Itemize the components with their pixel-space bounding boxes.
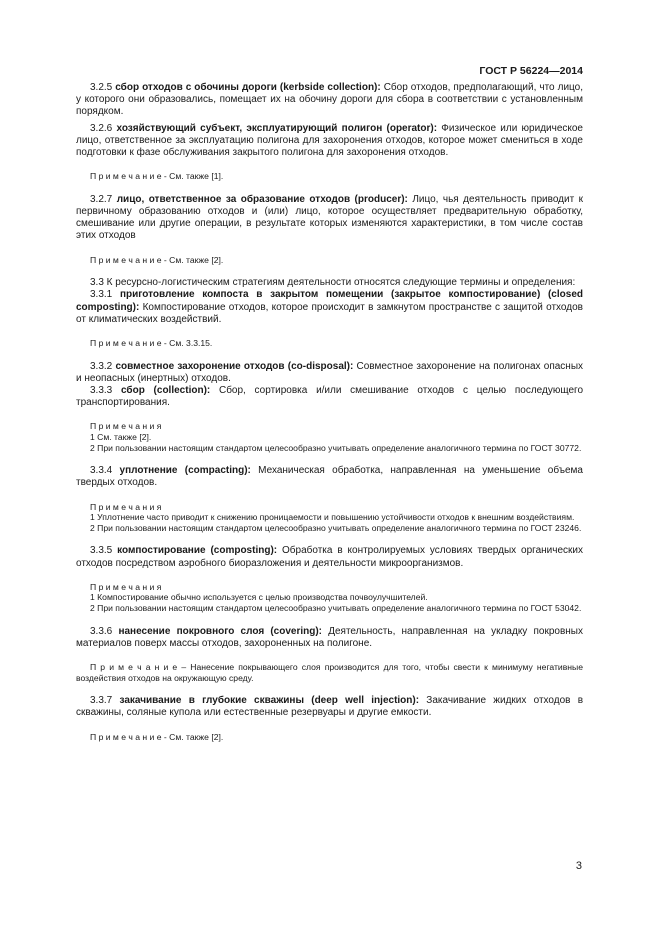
note-label: П р и м е ч а н и е: [90, 731, 162, 742]
term-number: 3.2.6: [90, 122, 113, 134]
note-label: П р и м е ч а н и е: [90, 662, 178, 672]
term-definition: Компостирование отходов, которое происходит в замкнутом пространстве с защитой отходов от климатических воздействий.: [76, 301, 583, 325]
term-title: лицо, ответственное за образование отходов (producer):: [116, 193, 408, 205]
notes-label-text: П р и м е ч а н и я: [90, 421, 162, 432]
term-number: 3.3.5: [90, 545, 113, 557]
note-item: [76, 432, 583, 443]
page-number: 3: [575, 860, 582, 872]
term-3-2-6: [76, 123, 583, 160]
term-number: 3.3.2: [90, 360, 113, 372]
note-text: - См. 3.3.15.: [161, 338, 213, 349]
term-definition: Деятельность, направленная на укладку покровных материалов поверх массы отходов, захороненных на полигоне.: [76, 625, 583, 649]
note-item-text: 2 При пользовании настоящим стандартом целесообразно учитывать определение аналогичного термина по ГОСТ 53042.: [90, 603, 582, 613]
term-title: сбор отходов с обочины дороги (kerbside collection):: [115, 82, 381, 93]
note-text: - См. также [2].: [161, 731, 224, 742]
term-3-3-7: [76, 695, 583, 719]
note-text: - См. также [2].: [161, 254, 224, 265]
term-number: 3.3.1: [90, 289, 113, 301]
term-number: 3.3.4: [90, 465, 113, 477]
note-item: [76, 523, 583, 534]
note: [76, 255, 583, 266]
term-title: сбор (collection):: [121, 385, 211, 397]
note-label: П р и м е ч а н и е: [90, 171, 162, 182]
document-header: ГОСТ Р 56224—2014: [479, 65, 583, 77]
term-number: 3.3.3: [90, 385, 113, 397]
term-number: 3.2.7: [90, 193, 113, 205]
note-item: [76, 443, 583, 454]
term-number: 3.2.5: [90, 82, 113, 93]
note-item: [76, 603, 583, 614]
notes-label: [76, 582, 583, 593]
term-number: 3.3.7: [90, 695, 113, 707]
term-title: хозяйствующий субъект, эксплуатирующий полигон (operator):: [116, 122, 438, 134]
term-3-3-4: [76, 465, 583, 489]
term-3-2-7: [76, 194, 583, 243]
notes-label: [76, 421, 583, 432]
term-title: уплотнение (compacting):: [119, 465, 251, 477]
term-definition: Лицо, чья деятельность приводит к первичному образованию отходов и (или) лицо, которое осуществляет предварительную обработку, смешивание или другие операции, в результате которых изменяются характеристики, в том числе состав этих отходов: [76, 193, 583, 242]
term-number: 3.3.6: [90, 625, 113, 637]
term-title: приготовление компоста в закрытом помещении (закрытое компостирование) (closed composting):: [76, 289, 583, 313]
document-body: [76, 82, 583, 742]
note-item-text: 1 Уплотнение часто приводит к снижению проницаемости и повышению устойчивости отходов к внешним воздействиям.: [90, 512, 575, 523]
term-definition: Сбор, сортировка и/или смешивание отходов с целью последующего транспортирования.: [76, 385, 583, 409]
note-item-text: 2 При пользовании настоящим стандартом целесообразно учитывать определение аналогичного термина по ГОСТ 30772.: [90, 442, 582, 453]
notes-label: [76, 502, 583, 513]
note: [76, 732, 583, 743]
term-title: совместное захоронение отходов (co-disposal):: [115, 360, 354, 372]
term-title: закачивание в глубокие скважины (deep well injection):: [119, 695, 420, 707]
term-3-3-6: [76, 626, 583, 650]
term-definition: Механическая обработка, направленная на уменьшение объема твердых отходов.: [76, 465, 583, 489]
term-definition: Совместное захоронение на полигонах опасных и неопасных (инертных) отходов.: [76, 360, 584, 384]
term-title: нанесение покровного слоя (covering):: [118, 625, 323, 637]
term-3-3-2: [76, 361, 583, 385]
note-text: - См. также [1].: [161, 171, 224, 182]
term-3-3-3: [76, 385, 583, 409]
note-label: П р и м е ч а н и е: [90, 254, 162, 265]
term-definition: Сбор отходов, предполагающий, что лицо, у которого они образовались, помещает их на обочину дороги для сбора в соответствии с установленным порядком.: [76, 82, 583, 118]
term-definition: Физическое или юридическое лицо, ответственное за эксплуатацию полигона для захоронения отходов, которое может смениться в ходе подготовки к фазе обслуживания закрытого полигона для захоронения отходов.: [76, 122, 583, 159]
note-item-text: 1 См. также [2].: [90, 432, 152, 443]
term-3-3-5: [76, 545, 583, 569]
note: [76, 662, 583, 683]
note: [76, 338, 583, 349]
note-item: [76, 512, 583, 523]
section-intro-text: 3.3 К ресурсно-логистическим стратегиям деятельности относятся следующие термины и определения:: [90, 277, 576, 289]
section-3-3-intro: [76, 277, 583, 289]
note-item: [76, 592, 583, 603]
note-item-text: 2 При пользовании настоящим стандартом целесообразно учитывать определение аналогичного термина по ГОСТ 23246.: [90, 522, 582, 533]
note-label: П р и м е ч а н и е: [90, 338, 162, 349]
note-item-text: 1 Компостирование обычно используется с целью производства почвоулучшителей.: [90, 592, 428, 603]
term-definition: Обработка в контролируемых условиях твердых органических отходов посредством аэробного биоразложения и деятельности микроорганизмов.: [76, 545, 583, 569]
note: [76, 171, 583, 182]
notes-label-text: П р и м е ч а н и я: [90, 581, 162, 592]
term-3-2-5: [76, 82, 583, 119]
term-title: компостирование (composting):: [117, 545, 278, 557]
term-3-3-1: [76, 289, 583, 326]
note-text: – Нанесение покрывающего слоя производится для того, чтобы свести к минимуму негативные воздействия отходов на окружающую среду.: [76, 662, 584, 683]
notes-label-text: П р и м е ч а н и я: [90, 501, 162, 512]
term-definition: Закачивание жидких отходов в скважины, соляные купола или естественные резервуары и другие емкости.: [76, 695, 584, 719]
